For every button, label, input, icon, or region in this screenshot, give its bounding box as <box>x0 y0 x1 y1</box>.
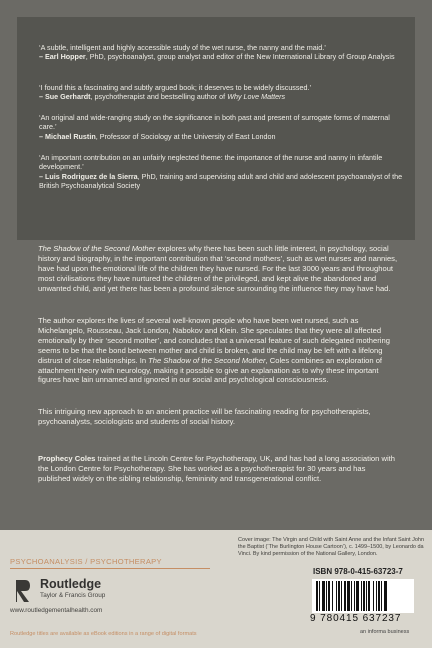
endorsements-box <box>17 17 415 240</box>
publisher-group: Taylor & Francis Group <box>40 592 106 599</box>
endorsement-quote: ‘An important contribution on an unfairly neglected theme: the importance of the nurse and nanny in infantile development.’ <box>39 153 383 172</box>
endorsement <box>39 113 409 141</box>
subject-category: PSYCHOANALYSIS / PSYCHOTHERAPY <box>10 557 162 566</box>
endorsement-quote: ‘A subtle, intelligent and highly accessible study of the wet nurse, the nanny and the maid.’ <box>39 43 326 52</box>
endorsement-affiliation: , psychotherapist and bestselling author of <box>90 92 228 102</box>
ebook-note: Routledge titles are available as eBook editions in a range of digital formats <box>10 631 197 637</box>
endorsement-quote: ‘I found this a fascinating and subtly argued book; it deserves to be widely discussed.’ <box>39 83 312 92</box>
informa-note: an informa business <box>360 629 410 635</box>
endorsement <box>39 83 409 102</box>
endorsement-quote: ‘An original and wide-ranging study on the significance in both past and present of surrogate forms of maternal care.’ <box>39 113 390 132</box>
author-name: Prophecy Coles <box>38 454 96 463</box>
barcode-icon <box>312 579 414 613</box>
divider <box>10 568 210 569</box>
publisher-website[interactable]: www.routledgementalhealth.com <box>10 607 103 614</box>
barcode-number: 9 780415 637237 <box>310 613 402 624</box>
description-text: explores why there has been such little interest, in psychology, social history and biography, in the important contribution that ‘second mothers’, such as wet nurses and nannies, have had upon the emotional life of the children they have nursed. For the last 3000 years and throughout most civilisations they have nurtured the children of the privileged, and kept alive the abandoned and unwanted child, and yet there has been a profound silence surrounding the influence they may have had. <box>38 244 398 293</box>
endorsement-affiliation: , PhD, training and supervising adult and child and adolescent psychoanalyst of the British Psychoanalytical Society <box>39 171 403 191</box>
endorsement-author: – Earl Hopper <box>39 52 86 62</box>
description-paragraph <box>38 244 398 294</box>
book-title: The Shadow of the Second Mother <box>148 355 266 365</box>
description-paragraph: This intriguing new approach to an ancient practice will be fascinating reading for psychotherapists, psychoanalysts, sociologists and students of social history. <box>38 407 371 426</box>
routledge-logo-icon <box>14 578 32 604</box>
endorsement-author: – Luis Rodriguez de la Sierra <box>39 171 138 181</box>
publisher-name: Routledge <box>40 577 102 591</box>
endorsement <box>39 153 409 191</box>
endorsement-author: – Michael Rustin <box>39 131 96 141</box>
endorsement-book-title: Why Love Matters <box>227 92 286 102</box>
author-bio <box>38 454 398 484</box>
description-text: , Coles combines an exploration of attachment theory with neurology, making it possible to give an explanation as to why these important figures have lain unnamed and ignored in our social and psychological consciousness. <box>38 355 383 385</box>
description-text: The author explores the lives of several well-known people who have been wet nursed, such as Michelangelo, Rousseau, Jack London, Nabokov and Klein. She speculates that they were all affected emotionally by their ‘second mother’, and concludes that a universal feature of such delegated mothering seems to be that the bond between mother and child is broken, and the child may be left with a lifelong distrust of close relationships. In <box>38 316 390 365</box>
description-paragraph <box>38 316 398 385</box>
author-bio-text: trained at the Lincoln Centre for Psychotherapy, UK, and has had a long association with the London Centre for Psychotherapy. She has worked as a psychotherapist for 30 years and has published widely on the sibling relationship, femininity and transgenerational conflict. <box>38 454 395 483</box>
isbn: ISBN 978-0-415-63723-7 <box>313 567 403 576</box>
endorsement-author: – Sue Gerhardt <box>39 92 91 102</box>
endorsement-affiliation: , PhD, psychoanalyst, group analyst and editor of the New International Library of Group Analysis <box>85 52 395 62</box>
endorsement <box>39 43 409 62</box>
publisher-band <box>0 530 432 648</box>
book-title: The Shadow of the Second Mother <box>38 244 156 253</box>
cover-image-credit: Cover image: The Virgin and Child with Saint Anne and the Infant Saint John the Baptist (‘The Burlington House Cartoon’), c. 1499–1500, by Leonardo da Vinci. By kind permission of the National Gallery, London. <box>238 537 424 558</box>
endorsement-affiliation: , Professor of Sociology at the University of East London <box>95 131 276 141</box>
